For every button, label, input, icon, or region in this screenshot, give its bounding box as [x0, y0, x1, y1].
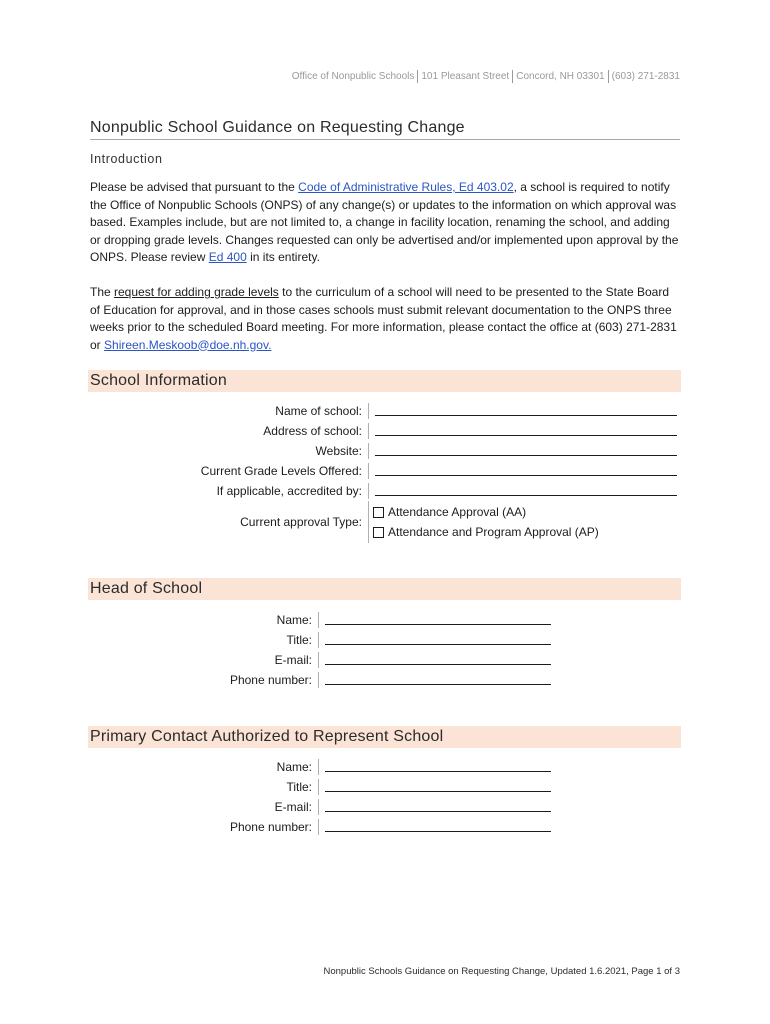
head-of-school-form: [90, 610, 551, 690]
para-text: The: [90, 285, 115, 299]
form-row: [90, 797, 551, 817]
email-label: E-mail:: [274, 800, 312, 814]
title-label: Title:: [286, 633, 312, 647]
form-row: [90, 610, 551, 630]
school-address-field[interactable]: [375, 423, 677, 436]
header-divider: [608, 70, 609, 83]
primary-contact-form: [90, 757, 551, 837]
checkbox-icon[interactable]: [373, 507, 384, 518]
website-field[interactable]: [375, 443, 677, 456]
name-field[interactable]: [325, 612, 551, 625]
form-row: [90, 817, 551, 837]
school-name-label: Name of school:: [275, 404, 362, 418]
header-divider: [512, 70, 513, 83]
form-row: [90, 461, 677, 481]
para-text: Please be advised that pursuant to the: [90, 180, 299, 194]
phone-field[interactable]: [325, 819, 551, 832]
primary-contact-heading: Primary Contact Authorized to Represent School: [88, 726, 681, 748]
title-field[interactable]: [325, 632, 551, 645]
office-city: Concord, NH 03301: [516, 71, 605, 82]
option-label: Attendance Approval (AA): [388, 505, 527, 519]
website-label: Website:: [315, 444, 362, 458]
form-row: [90, 421, 677, 441]
form-row: [90, 670, 551, 690]
page-footer: Nonpublic Schools Guidance on Requesting Change, Updated 1.6.2021, Page 1 of 3: [323, 966, 680, 977]
office-phone: (603) 271-2831: [611, 71, 680, 82]
email-link[interactable]: Shireen.Meskoob@doe.nh.gov.: [104, 337, 272, 352]
para-text: in its entirety.: [246, 250, 320, 264]
form-row: [90, 630, 551, 650]
email-field[interactable]: [325, 799, 551, 812]
name-label: Name:: [276, 760, 312, 774]
page-title: Nonpublic School Guidance on Requesting Change: [90, 119, 680, 140]
header-divider: [417, 70, 418, 83]
checkbox-icon[interactable]: [373, 527, 384, 538]
grade-levels-label: Current Grade Levels Offered:: [200, 464, 362, 478]
accredited-by-field[interactable]: [375, 483, 677, 496]
name-field[interactable]: [325, 759, 551, 772]
grade-levels-underlined: request for adding grade levels: [114, 285, 279, 299]
title-field[interactable]: [325, 779, 551, 792]
para-text: to the curriculum of a school will need to be presented to the State Board of Education for approval, and in those cases schools must submit relevant documentation to the ONPS three weeks prior to the scheduled Board meeting. For more information, please contact the office at (603) 271-2831 or: [90, 285, 677, 352]
intro-paragraph: [90, 179, 682, 267]
email-label: E-mail:: [274, 653, 312, 667]
form-row: [90, 401, 677, 421]
form-row: [90, 650, 551, 670]
para-text: , a school is required to notify the Office of Nonpublic Schools (ONPS) of any change(s) or updates to the information on which approval was based. Examples include, but are not limited to, a change in facility location, renaming the school, and adding or dropping grade levels. Changes requested can only be advertised and/or implemented upon approval by the ONPS. Please review: [90, 180, 679, 264]
program-approval-option[interactable]: [369, 522, 599, 542]
letterhead: [292, 70, 680, 83]
phone-field[interactable]: [325, 672, 551, 685]
school-information-heading: School Information: [88, 370, 681, 392]
head-of-school-heading: Head of School: [88, 578, 681, 600]
approval-options: [368, 501, 599, 543]
code-of-rules-link[interactable]: Code of Administrative Rules, Ed 403.02: [298, 180, 514, 194]
school-information-form: [90, 401, 677, 543]
name-label: Name:: [276, 613, 312, 627]
form-row: [90, 501, 677, 543]
intro-heading: Introduction: [90, 152, 163, 166]
grade-levels-field[interactable]: [375, 463, 677, 476]
form-row: [90, 777, 551, 797]
form-row: [90, 441, 677, 461]
school-address-label: Address of school:: [263, 424, 362, 438]
email-field[interactable]: [325, 652, 551, 665]
form-row: [90, 481, 677, 501]
approval-type-label: Current approval Type:: [240, 515, 362, 529]
grade-levels-paragraph: [90, 284, 682, 354]
attendance-approval-option[interactable]: [369, 502, 599, 522]
accredited-by-label: If applicable, accredited by:: [216, 484, 362, 498]
phone-label: Phone number:: [229, 673, 312, 687]
office-address: 101 Pleasant Street: [421, 71, 510, 82]
school-name-field[interactable]: [375, 403, 677, 416]
office-name: Office of Nonpublic Schools: [291, 71, 415, 82]
phone-label: Phone number:: [229, 820, 312, 834]
title-label: Title:: [286, 780, 312, 794]
ed-400-link[interactable]: Ed 400: [208, 250, 247, 264]
form-row: [90, 757, 551, 777]
option-label: Attendance and Program Approval (AP): [388, 525, 599, 539]
